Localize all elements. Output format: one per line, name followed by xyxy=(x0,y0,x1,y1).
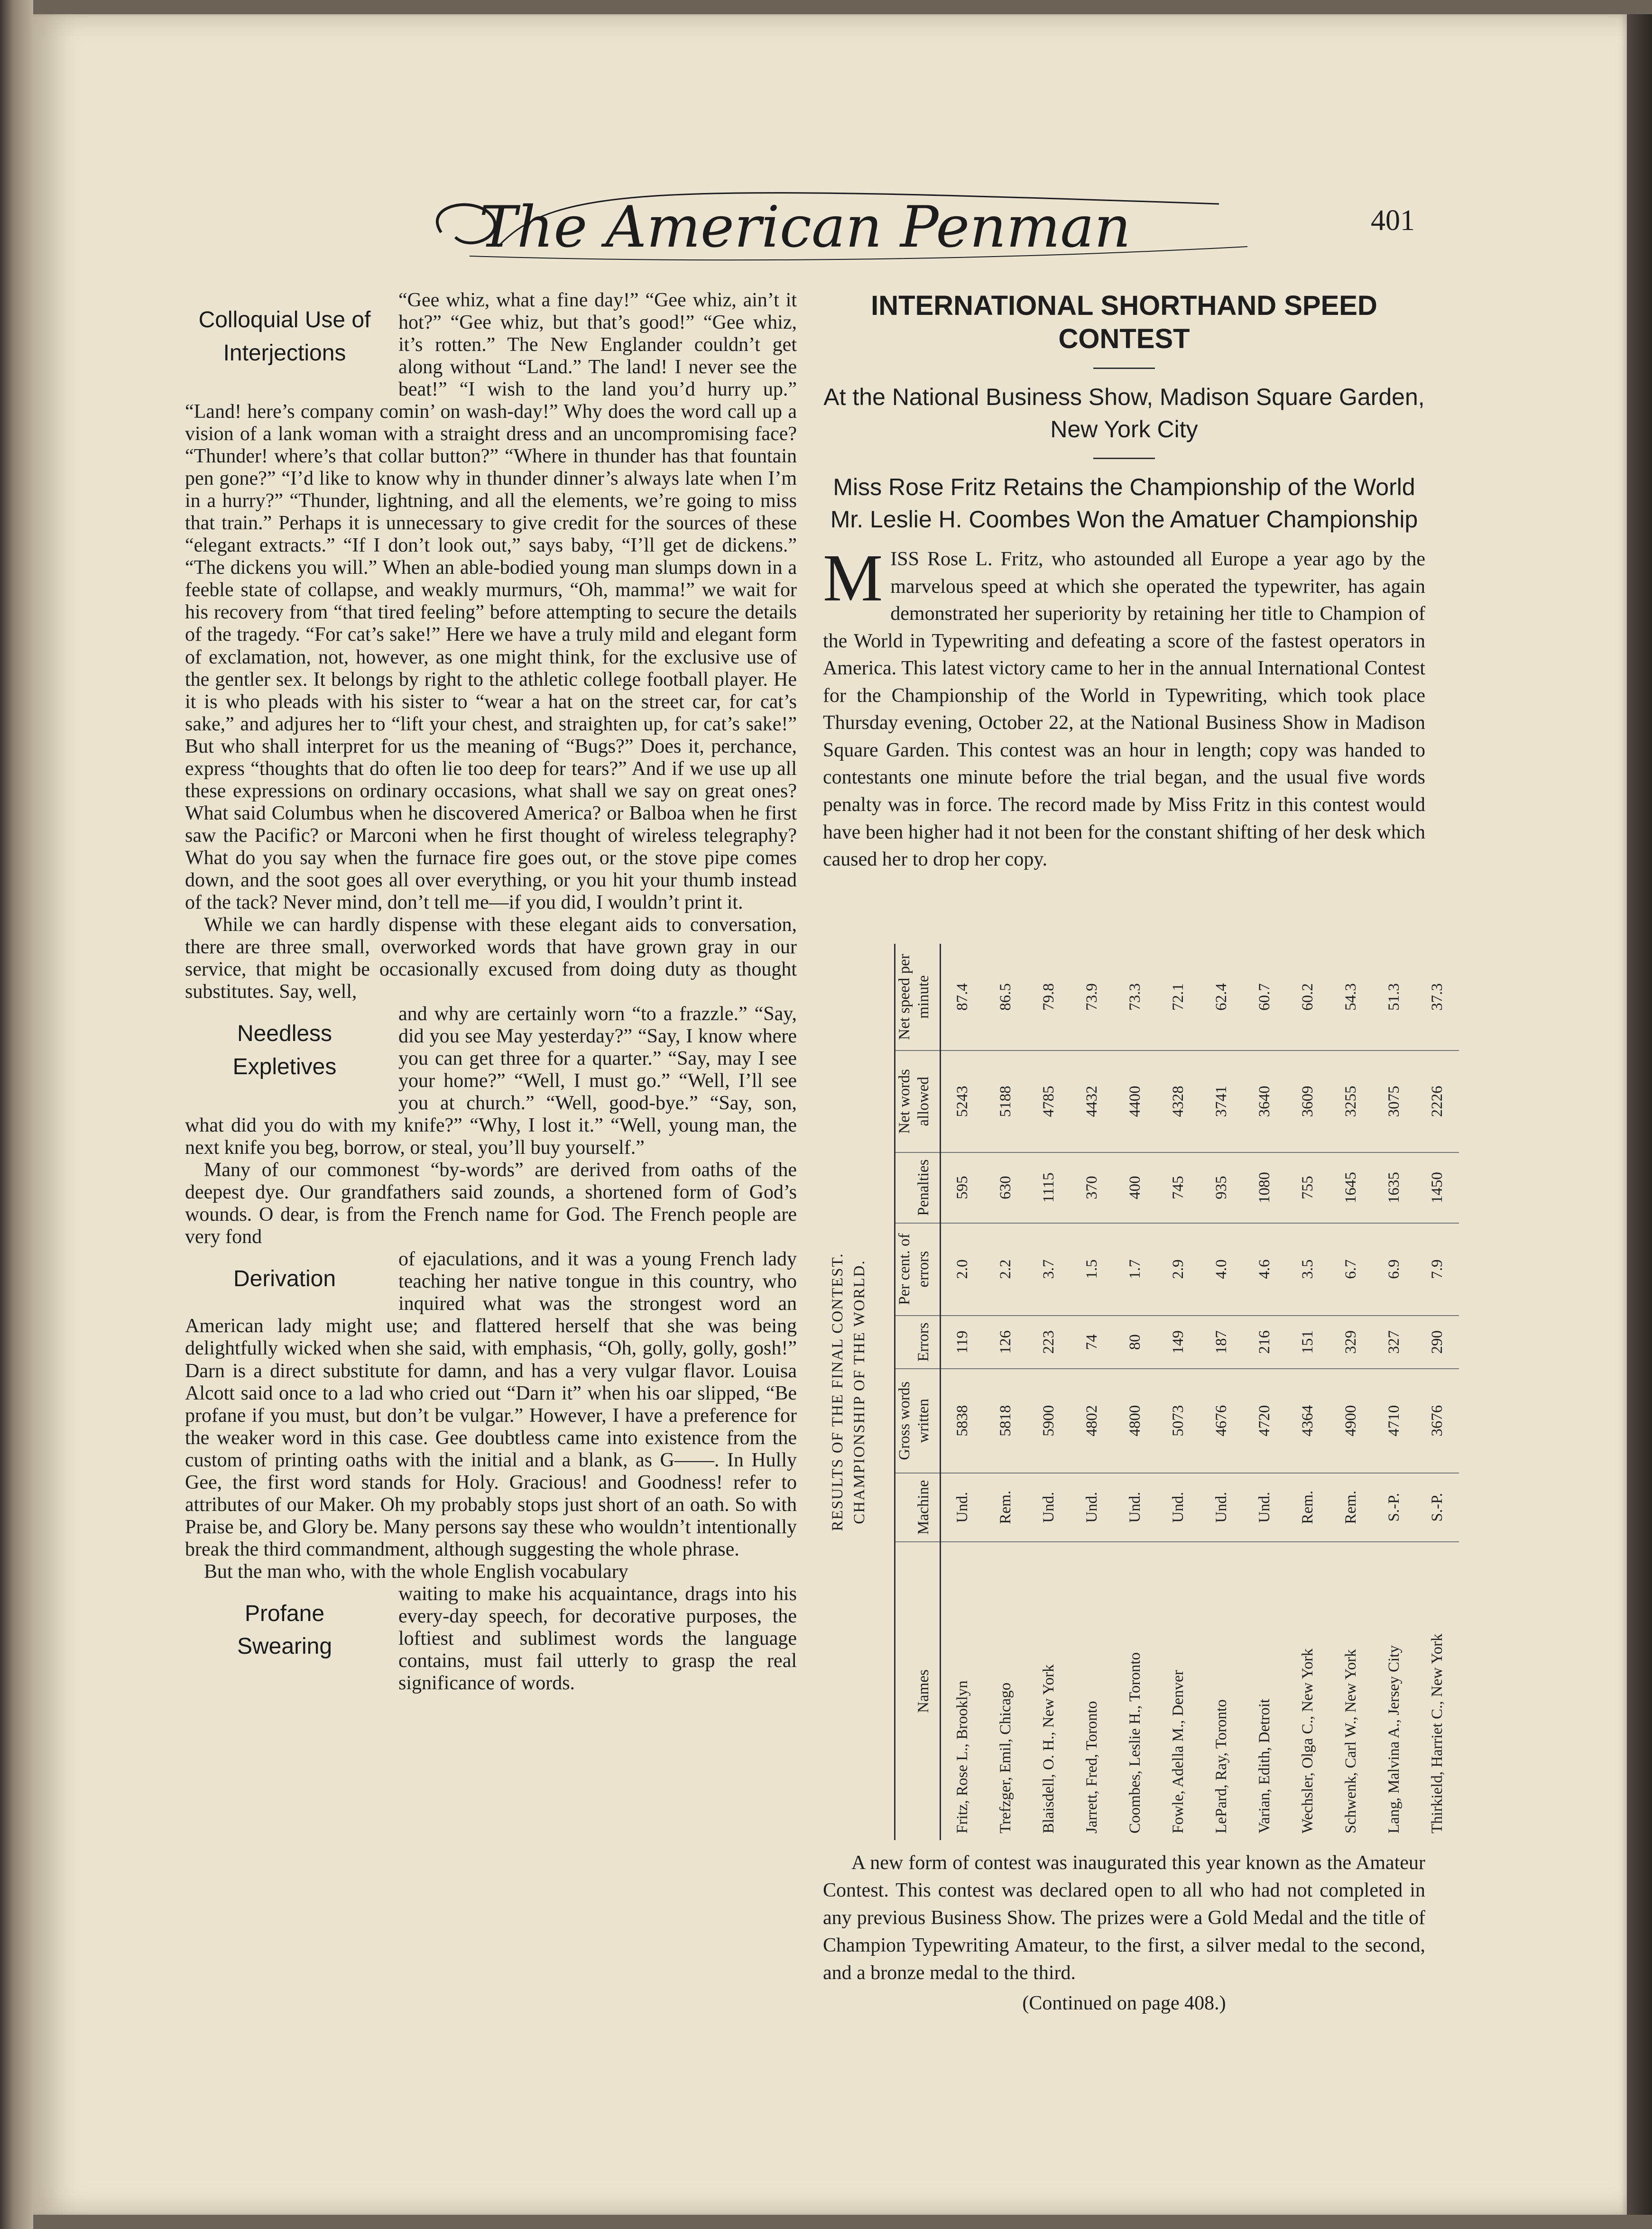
table-cell: 2226 xyxy=(1416,1050,1459,1152)
table-cell: 5243 xyxy=(941,1050,985,1152)
left-column xyxy=(185,289,797,1695)
column-header: Errors xyxy=(895,1316,941,1369)
table-cell: 37.3 xyxy=(1416,944,1459,1050)
table-cell: 3075 xyxy=(1373,1050,1416,1152)
table-cell: 119 xyxy=(941,1316,985,1369)
table-cell: 51.3 xyxy=(1373,944,1416,1050)
table-cell: 1.5 xyxy=(1071,1223,1114,1316)
table-row xyxy=(1114,944,1157,1840)
table-cell: 4.0 xyxy=(1200,1223,1243,1316)
table-row xyxy=(1416,944,1459,1840)
table-row xyxy=(1027,944,1071,1840)
table-cell: S.-P. xyxy=(1373,1473,1416,1542)
table-cell: Blaisdell, O. H., New York xyxy=(1040,1664,1058,1833)
sidehead-derivation: Derivation xyxy=(233,1266,336,1292)
divider xyxy=(1093,458,1155,459)
table-cell: 54.3 xyxy=(1329,944,1373,1050)
table-cell: 745 xyxy=(1157,1152,1200,1223)
table-cell: 60.2 xyxy=(1286,944,1329,1050)
table-cell: 3255 xyxy=(1329,1050,1373,1152)
table-cell: 6.9 xyxy=(1373,1223,1416,1316)
divider xyxy=(1093,368,1155,369)
paragraph: Many of our commonest “by-words” are derived from oaths of the deepest dye. Our grandfathers said zounds, a shortened form of God’s wounds. O dear, is from the French name for God. The French people are very fond xyxy=(185,1159,797,1248)
right-column xyxy=(823,289,1425,874)
table-row xyxy=(1157,944,1200,1840)
table-cell: 7.9 xyxy=(1416,1223,1459,1316)
table-cell: 87.4 xyxy=(941,944,985,1050)
table-cell: 1115 xyxy=(1027,1152,1071,1223)
table-cell: Coombes, Leslie H., Toronto xyxy=(1126,1652,1144,1833)
sidehead-colloquial: Colloquial Use of Interjections xyxy=(198,307,371,366)
table-row xyxy=(1373,944,1416,1840)
table-cell: 72.1 xyxy=(1157,944,1200,1050)
table-cell: LePard, Ray, Toronto xyxy=(1213,1699,1230,1833)
table-header-row xyxy=(895,944,941,1840)
column-header: Machine xyxy=(895,1473,941,1542)
masthead-title: The American Penman xyxy=(479,194,1131,260)
table-cell: 5818 xyxy=(984,1369,1027,1473)
paragraph: waiting to make his acquaintance, drags into his every-day speech, for decorative purposes, the loftiest and sublimest words the language contains, must fail utterly to grasp the real significance of words. xyxy=(398,1583,797,1694)
table-cell: 3.5 xyxy=(1286,1223,1329,1316)
results-table-container xyxy=(823,944,1446,1840)
table-cell: 327 xyxy=(1373,1316,1416,1369)
table-cell: 329 xyxy=(1329,1316,1373,1369)
table-cell: 2.2 xyxy=(984,1223,1027,1316)
table-cell: 5188 xyxy=(984,1050,1027,1152)
table-row xyxy=(1329,944,1373,1840)
sidehead-profane: Profane Swearing xyxy=(237,1601,332,1659)
table-cell: 187 xyxy=(1200,1316,1243,1369)
table-cell: Und. xyxy=(941,1473,985,1542)
table-cell: 370 xyxy=(1071,1152,1114,1223)
table-cell: 73.3 xyxy=(1114,944,1157,1050)
table-cell: 86.5 xyxy=(984,944,1027,1050)
table-cell: 4364 xyxy=(1286,1369,1329,1473)
table-cell: 4400 xyxy=(1114,1050,1157,1152)
table-body xyxy=(941,944,1459,1840)
table-cell: 4710 xyxy=(1373,1369,1416,1473)
subhead-championship: Miss Rose Fritz Retains the Championship of the World xyxy=(833,474,1415,501)
paragraph: But the man who, with the whole English vocabulary xyxy=(204,1560,628,1583)
table-cell: 3609 xyxy=(1286,1050,1329,1152)
continued-note: (Continued on page 408.) xyxy=(1022,1992,1226,2014)
table-cell: Und. xyxy=(1200,1473,1243,1542)
table-cell: S.-P. xyxy=(1416,1473,1459,1542)
table-cell: 3741 xyxy=(1200,1050,1243,1152)
table-cell: 5073 xyxy=(1157,1369,1200,1473)
masthead-script xyxy=(413,175,1266,270)
column-header: Per cent. of errors xyxy=(895,1223,941,1316)
table-cell: 149 xyxy=(1157,1316,1200,1369)
column-header: Names xyxy=(895,1542,941,1840)
table-cell: 2.9 xyxy=(1157,1223,1200,1316)
table-cell: 1.7 xyxy=(1114,1223,1157,1316)
table-cell: 62.4 xyxy=(1200,944,1243,1050)
table-cell: 223 xyxy=(1027,1316,1071,1369)
table-cell: 4676 xyxy=(1200,1369,1243,1473)
table-row xyxy=(984,944,1027,1840)
table-cell: Varian, Edith, Detroit xyxy=(1256,1698,1274,1833)
closing-section xyxy=(823,1850,1425,2017)
sidehead-needless: Needless Expletives xyxy=(232,1021,337,1079)
intro-paragraph xyxy=(823,540,1425,873)
table-cell: 630 xyxy=(984,1152,1027,1223)
table-cell: 6.7 xyxy=(1329,1223,1373,1316)
table-cell: 290 xyxy=(1416,1316,1459,1369)
table-cell: 4328 xyxy=(1157,1050,1200,1152)
table-cell: 216 xyxy=(1243,1316,1286,1369)
table-cell: Fowle, Adella M., Denver xyxy=(1170,1670,1187,1833)
table-row xyxy=(1243,944,1286,1840)
table-cell: 1645 xyxy=(1329,1152,1373,1223)
table-cell: Lang, Malvina A., Jersey City xyxy=(1385,1645,1403,1833)
column-header: Net words allowed xyxy=(895,1050,941,1152)
table-row xyxy=(1071,944,1114,1840)
page-number: 401 xyxy=(1371,204,1415,237)
table-cell: 3640 xyxy=(1243,1050,1286,1152)
table-row xyxy=(1286,944,1329,1840)
table-cell: Und. xyxy=(1071,1473,1114,1542)
table-cell: 4900 xyxy=(1329,1369,1373,1473)
table-cell: 3.7 xyxy=(1027,1223,1071,1316)
table-cell: Rem. xyxy=(984,1473,1027,1542)
table-cell: 1635 xyxy=(1373,1152,1416,1223)
table-cell: 595 xyxy=(941,1152,985,1223)
table-title-line2: CHAMPIONSHIP OF THE WORLD. xyxy=(851,1260,868,1524)
page-edge xyxy=(1627,14,1652,2215)
column-header: Penalties xyxy=(895,1152,941,1223)
masthead-logo xyxy=(413,175,1266,270)
table-cell: 5900 xyxy=(1027,1369,1071,1473)
table-cell: 4785 xyxy=(1027,1050,1071,1152)
paragraph: “Gee whiz, what a fine day!” “Gee whiz, ain’t it hot?” “Gee whiz, but that’s good!” “Gee whiz, it’s rotten.” The New Englander couldn’t get along without “Land.” The land! I never see the beat!” “I wish to the land you’d hurry up.” “Land! here’s company comin’ on wash-day!” Why does the word call up a vision of a lank woman with a straight dress and an uncompromising face? “Thunder! where’s that collar button?” “Where in thunder has that fountain pen gone?” “I’d like to know why in thunder dinner’s always late when I’m in a hurry?” “Thunder, lightning, and all the elements, we’re going to miss that train.” Perhaps it is unnecessary to give credit for the sources of these “elegant extracts.” “If I don’t look out,” says baby, “I’ll get de dickens.” “The dickens you will.” When an able-bodied young man slumps down in a feeble state of collapse, and weakly murmurs, “Oh, mamma!” we wait for his recovery from “that tired feeling” before attempting to secure the details of the tragedy. “For cat’s sake!” Here we have a truly mild and elegant form of exclamation, not, however, as one might think, for the exclusive use of the gentler sex. It belongs by right to the athletic college football player. He it is who pleads with his sister to “wear a hat on the street car, for cat’s sake,” and adjures her to “lift your chest, and straighten up, for cat’s sake!” But who shall interpret for us the meaning of “Bugs?” Does it, perchance, express “thoughts that do often lie too deep for tears?” And if we use up all these expressions on ordinary occasions, what shall we say on great ones? What said Columbus when he discovered America? or Balboa when he first saw the Pacific? or Marconi when he first thought of wireless telegraphy? What do you say when the furnace fire goes out, or the stove pipe comes down, and the soot goes all over everything, or you hit your thumb instead of the tack? Never mind, don’t tell me—if you did, I wouldn’t print it. xyxy=(185,289,797,913)
table-cell: 74 xyxy=(1071,1316,1114,1369)
paragraph: of ejaculations, and it was a young French lady teaching her native tongue in this country, who inquired what was the strongest word an American lady might use; and flattered herself that she was being delightfully wicked when she said, with emphasis, “Oh, golly, golly, gosh!” Darn is a direct substitute for damn, and has a very vulgar flavor. Louisa Alcott said once to a lad who cried out “Darn it” when his oar slipped, “Be profane if you must, but don’t be vulgar.” However, I have a preference for the weaker word in this case. Gee doubtless came into existence from the custom of printing oaths with the initial and a blank, as G——. In Hully Gee, the first word stands for Holy. Gracious! and Goodness! refer to attributes of our Maker. Oh my probably stops just short of an oath. So with Praise be, and Glory be. Many persons say these who wouldn’t intentionally break the third commandment, although suggesting the whole phrase. xyxy=(185,1248,797,1560)
column-header: Gross words written xyxy=(895,1369,941,1473)
table-cell: 2.0 xyxy=(941,1223,985,1316)
table-cell: 4800 xyxy=(1114,1369,1157,1473)
table-cell: 1450 xyxy=(1416,1152,1459,1223)
table-cell: 935 xyxy=(1200,1152,1243,1223)
table-row xyxy=(941,944,985,1840)
table-cell: 400 xyxy=(1114,1152,1157,1223)
table-cell: Und. xyxy=(1027,1473,1071,1542)
table-cell: 1080 xyxy=(1243,1152,1286,1223)
table-cell: Und. xyxy=(1114,1473,1157,1542)
subhead-amateur: Mr. Leslie H. Coombes Won the Amatuer Championship xyxy=(830,506,1418,533)
results-table xyxy=(894,944,1459,1840)
table-cell: Trefzger, Emil, Chicago xyxy=(997,1682,1015,1833)
table-cell: Rem. xyxy=(1286,1473,1329,1542)
table-cell: 4432 xyxy=(1071,1050,1114,1152)
column-header: Net speed per minute xyxy=(895,944,941,1050)
intro-text: ISS Rose L. Fritz, who astounded all Europe a year ago by the marvelous speed at which she operated the typewriter, has again demonstrated her superiority by retaining her title to Champion of the World in Typewriting and defeating a score of the fastest operators in America. This latest victory came to her in the annual International Contest for the Championship of the World in Typewriting, which took place Thursday evening, October 22, at the National Business Show in Madison Square Garden. This contest was an hour in length; copy was handed to contestants one minute before the trial began, and the usual five words penalty was in force. The record made by Miss Fritz in this contest would have been higher had it not been for the constant shifting of her desk which caused her to drop her copy. xyxy=(823,548,1425,871)
table-cell: 126 xyxy=(984,1316,1027,1369)
drop-cap: M xyxy=(823,540,883,616)
table-cell: Thirkield, Harriet C., New York xyxy=(1429,1633,1446,1833)
table-cell: 3676 xyxy=(1416,1369,1459,1473)
table-row xyxy=(1200,944,1243,1840)
table-cell: 60.7 xyxy=(1243,944,1286,1050)
table-cell: 4720 xyxy=(1243,1369,1286,1473)
table-cell: Jarrett, Fred, Toronto xyxy=(1083,1701,1101,1833)
table-cell: 79.8 xyxy=(1027,944,1071,1050)
paragraph: and why are certainly worn “to a frazzle.” “Say, did you see May yesterday?” “Say, I know where you can get three for a quarter.” “Say, may I see your home?” “Well, I must go.” “Well, I’ll see you at church.” “Well, good-bye.” “Say, son, what did you do with my knife?” “Why, I lost it.” “Well, young man, the next knife you beg, borrow, or steal, you’ll buy yourself.” xyxy=(185,1003,797,1159)
table-cell: Schwenk, Carl W., New York xyxy=(1342,1649,1360,1833)
table-cell: 755 xyxy=(1286,1152,1329,1223)
table-title-line1: RESULTS OF THE FINAL CONTEST. xyxy=(829,1253,846,1531)
closing-paragraph: A new form of contest was inaugurated this year known as the Amateur Contest. This contest was declared open to all who had not completed in any previous Business Show. The prizes were a Gold Medal and the title of Champion Typewriting Amateur, to the first, a silver medal to the second, and a bronze medal to the third. xyxy=(823,1852,1425,1984)
table-cell: Rem. xyxy=(1329,1473,1373,1542)
paragraph: While we can hardly dispense with these elegant aids to conversation, there are three small, overworked words that have grown gray in our service, that might be occasionally excused from doing duty as thought substitutes. Say, well, xyxy=(185,913,797,1003)
article-title: INTERNATIONAL SHORTHAND SPEED CONTEST xyxy=(871,290,1377,354)
binding-shadow xyxy=(0,0,33,2229)
table-cell: Wechsler, Olga C., New York xyxy=(1299,1648,1317,1833)
table-cell: 5838 xyxy=(941,1369,985,1473)
subhead-location: At the National Business Show, Madison Square Garden, New York City xyxy=(823,384,1425,442)
table-cell: 73.9 xyxy=(1071,944,1114,1050)
table-cell: Fritz, Rose L., Brooklyn xyxy=(954,1680,971,1833)
table-cell: 4.6 xyxy=(1243,1223,1286,1316)
table-cell: Und. xyxy=(1243,1473,1286,1542)
table-cell: 80 xyxy=(1114,1316,1157,1369)
table-title xyxy=(827,944,870,1840)
results-table-rotated xyxy=(823,944,1446,1840)
table-cell: 151 xyxy=(1286,1316,1329,1369)
table-cell: 4802 xyxy=(1071,1369,1114,1473)
table-cell: Und. xyxy=(1157,1473,1200,1542)
